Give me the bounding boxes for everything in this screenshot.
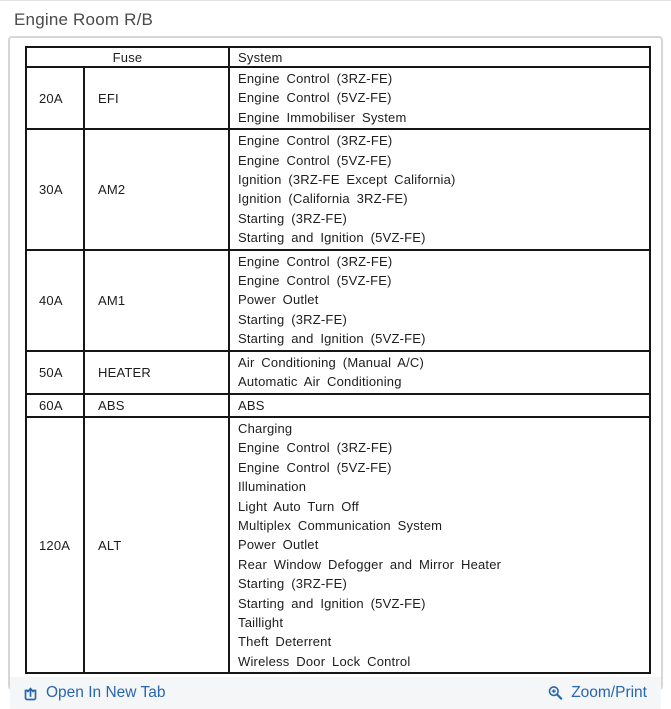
system-line: Power Outlet <box>238 292 319 308</box>
system-line: Starting and Ignition (5VZ-FE) <box>238 230 426 246</box>
system-line: Multiplex Communication System <box>238 517 443 533</box>
system-line: Ignition (California 3RZ-FE) <box>238 191 408 207</box>
system-line: Engine Control (5VZ-FE) <box>238 152 392 168</box>
system-line: Charging <box>238 420 293 436</box>
system-line: Automatic Air Conditioning <box>238 374 402 390</box>
systems-cell <box>229 351 650 394</box>
table-row <box>26 250 650 351</box>
fuse-table-container <box>10 38 661 677</box>
fuse-name-cell: ABS <box>84 394 229 417</box>
systems-cell <box>229 67 650 129</box>
zoom-in-icon <box>547 685 564 702</box>
fuse-amperage-cell: 50A <box>26 351 84 394</box>
system-line: Ignition (3RZ-FE Except California) <box>238 172 456 188</box>
fuse-amperage-cell: 60A <box>26 394 84 417</box>
system-line: Starting and Ignition (5VZ-FE) <box>238 595 426 611</box>
table-header-row <box>26 47 650 67</box>
system-line: Wireless Door Lock Control <box>238 653 411 669</box>
fuse-amperage-cell: 120A <box>26 417 84 673</box>
system-line: Taillight <box>238 614 284 630</box>
system-line: Engine Control (3RZ-FE) <box>238 133 393 149</box>
open-in-new-tab-icon <box>22 685 39 702</box>
page-title: Engine Room R/B <box>14 10 154 29</box>
systems-cell <box>229 417 650 673</box>
systems-cell <box>229 129 650 249</box>
fuse-table <box>25 46 651 674</box>
system-line: Starting (3RZ-FE) <box>238 210 347 226</box>
system-line: Engine Immobiliser System <box>238 109 407 125</box>
open-in-new-tab-link[interactable] <box>22 684 165 702</box>
fuse-panel-card <box>8 36 663 702</box>
system-line: Engine Control (3RZ-FE) <box>238 440 393 456</box>
zoom-print-label: Zoom/Print <box>571 684 647 702</box>
system-line: Starting and Ignition (5VZ-FE) <box>238 331 426 347</box>
fuse-column-header: Fuse <box>26 47 229 67</box>
system-line: Illumination <box>238 479 307 495</box>
fuse-amperage-cell: 30A <box>26 129 84 249</box>
system-line: Engine Control (5VZ-FE) <box>238 459 392 475</box>
table-row <box>26 129 650 249</box>
fuse-name-cell: ALT <box>84 417 229 673</box>
system-line: Starting (3RZ-FE) <box>238 576 347 592</box>
system-line: ABS <box>238 397 265 413</box>
system-line: Engine Control (3RZ-FE) <box>238 253 393 269</box>
fuse-name-cell: AM1 <box>84 250 229 351</box>
systems-cell <box>229 250 650 351</box>
table-row <box>26 351 650 394</box>
fuse-name-cell: HEATER <box>84 351 229 394</box>
system-line: Engine Control (3RZ-FE) <box>238 71 393 86</box>
table-row <box>26 417 650 673</box>
systems-cell <box>229 394 650 417</box>
system-line: Rear Window Defogger and Mirror Heater <box>238 556 502 572</box>
system-line: Light Auto Turn Off <box>238 498 359 514</box>
open-in-new-tab-label: Open In New Tab <box>46 684 166 702</box>
system-column-header: System <box>229 47 650 67</box>
system-line: Engine Control (5VZ-FE) <box>238 273 392 289</box>
system-line: Starting (3RZ-FE) <box>238 311 347 327</box>
fuse-amperage-cell: 40A <box>26 250 84 351</box>
table-row <box>26 394 650 417</box>
table-row <box>26 67 650 129</box>
system-line: Air Conditioning (Manual A/C) <box>238 354 425 370</box>
fuse-amperage-cell: 20A <box>26 67 84 129</box>
system-line: Power Outlet <box>238 537 319 553</box>
system-line: Engine Control (5VZ-FE) <box>238 90 392 106</box>
fuse-table-body <box>26 67 650 673</box>
zoom-print-link[interactable] <box>547 684 647 702</box>
fuse-name-cell: AM2 <box>84 129 229 249</box>
system-line: Theft Deterrent <box>238 634 332 650</box>
card-footer <box>10 677 661 709</box>
fuse-name-cell: EFI <box>84 67 229 129</box>
